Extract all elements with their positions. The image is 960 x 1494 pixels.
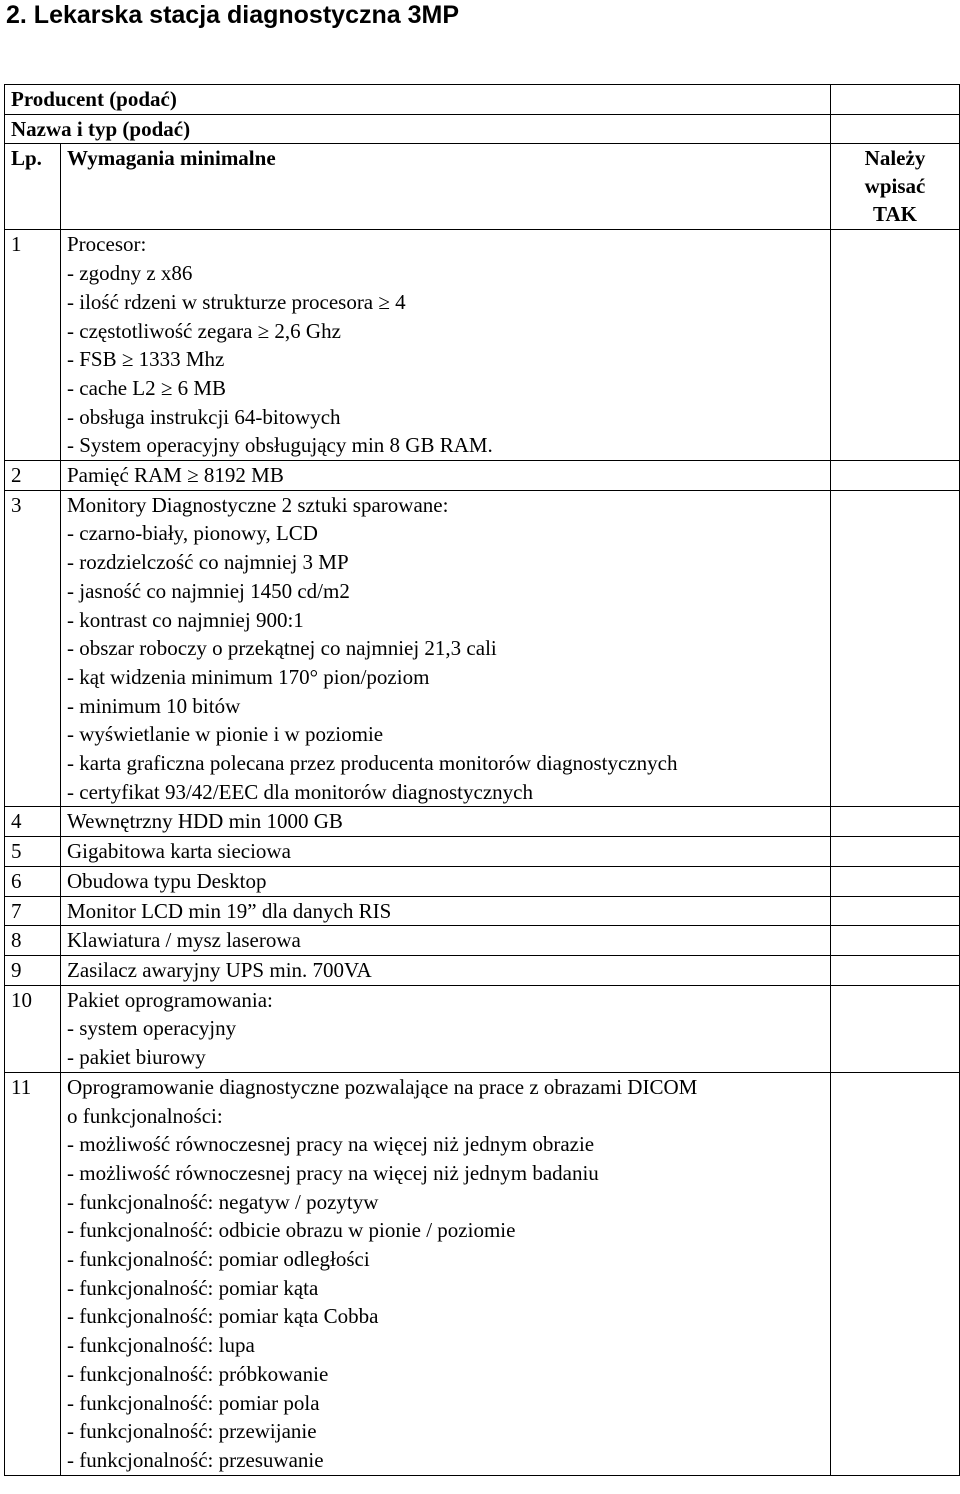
- requirement-line: - funkcjonalność: pomiar kąta Cobba: [67, 1304, 379, 1329]
- section-title: 2. Lekarska stacja diagnostyczna 3MP: [6, 1, 459, 29]
- requirement-line: Pakiet oprogramowania:: [67, 987, 273, 1012]
- table-row: [5, 955, 960, 985]
- requirement-line: - funkcjonalność: przewijanie: [67, 1419, 317, 1444]
- requirement-cell: [61, 985, 831, 1072]
- lp-cell: [5, 807, 61, 837]
- requirement-line: - rozdzielczość co najmniej 3 MP: [67, 550, 349, 575]
- requirement-line: - funkcjonalność: próbkowanie: [67, 1361, 329, 1386]
- requirement-line: - funkcjonalność: pomiar pola: [67, 1390, 320, 1415]
- lp-cell: [5, 1072, 61, 1475]
- table-row: [5, 896, 960, 926]
- requirement-cell: [61, 926, 831, 956]
- requirement-line: Wewnętrzny HDD min 1000 GB: [67, 809, 343, 834]
- lp-header: Lp.: [11, 146, 42, 171]
- requirement-line: Monitory Diagnostyczne 2 sztuki sparowane:: [67, 492, 449, 517]
- tak-header-cell: [831, 144, 960, 230]
- requirement-line: Monitor LCD min 19” dla danych RIS: [67, 898, 392, 923]
- lp-cell: [5, 896, 61, 926]
- requirement-line: - częstotliwość zegara ≥ 2,6 Ghz: [67, 318, 341, 343]
- lp-cell: [5, 985, 61, 1072]
- requirement-line: - możliwość równoczesnej pracy na więcej niż jednym badaniu: [67, 1160, 599, 1185]
- tak-entry-cell[interactable]: [831, 490, 960, 807]
- table-row: [5, 926, 960, 956]
- requirement-line: Obudowa typu Desktop: [67, 868, 267, 893]
- row-number: 5: [11, 839, 22, 864]
- lp-cell: [5, 866, 61, 896]
- requirement-cell: [61, 490, 831, 807]
- tak-entry-cell[interactable]: [831, 837, 960, 867]
- requirement-line: - obsługa instrukcji 64-bitowych: [67, 404, 341, 429]
- requirement-line: - System operacyjny obsługujący min 8 GB RAM.: [67, 433, 493, 458]
- row-number: 9: [11, 957, 22, 982]
- lp-cell: [5, 955, 61, 985]
- requirement-line: Procesor:: [67, 232, 147, 257]
- requirement-cell: [61, 866, 831, 896]
- requirement-line: - czarno-biały, pionowy, LCD: [67, 521, 318, 546]
- name-type-label-cell: [5, 114, 831, 144]
- lp-cell: [5, 926, 61, 956]
- requirement-line: - kontrast co najmniej 900:1: [67, 607, 304, 632]
- requirement-line: - funkcjonalność: negatyw / pozytyw: [67, 1189, 379, 1214]
- requirement-line: - minimum 10 bitów: [67, 693, 241, 718]
- table-row: [5, 866, 960, 896]
- table-row: [5, 490, 960, 807]
- requirement-line: Gigabitowa karta sieciowa: [67, 839, 291, 864]
- requirement-line: - obszar roboczy o przekątnej co najmniej 21,3 cali: [67, 636, 497, 661]
- requirement-line: - możliwość równoczesnej pracy na więcej niż jednym obrazie: [67, 1132, 595, 1157]
- requirement-cell: [61, 230, 831, 461]
- row-number: 8: [11, 928, 22, 953]
- requirement-cell: [61, 807, 831, 837]
- requirement-line: - certyfikat 93/42/EEC dla monitorów diagnostycznych: [67, 779, 533, 804]
- requirement-line: - cache L2 ≥ 6 MB: [67, 375, 227, 400]
- requirement-line: - wyświetlanie w pionie i w poziomie: [67, 722, 384, 747]
- lp-cell: [5, 230, 61, 461]
- requirement-cell: [61, 837, 831, 867]
- row-number: 3: [11, 492, 22, 517]
- producer-row: [5, 85, 960, 115]
- name-type-value-cell[interactable]: [831, 114, 960, 144]
- table-row: [5, 985, 960, 1072]
- tak-entry-cell[interactable]: [831, 985, 960, 1072]
- requirement-line: - karta graficzna polecana przez producenta monitorów diagnostycznych: [67, 751, 678, 776]
- requirement-line: - FSB ≥ 1333 Mhz: [67, 347, 225, 372]
- producer-label-cell: [5, 85, 831, 115]
- requirement-line: - kąt widzenia minimum 170° pion/poziom: [67, 664, 430, 689]
- table-row: [5, 837, 960, 867]
- row-number: 4: [11, 809, 22, 834]
- row-number: 10: [11, 987, 32, 1012]
- lp-cell: [5, 490, 61, 807]
- tak-header-line3: TAK: [873, 202, 917, 227]
- tak-entry-cell[interactable]: [831, 866, 960, 896]
- requirement-cell: [61, 1072, 831, 1475]
- row-number: 7: [11, 898, 22, 923]
- lp-header-cell: [5, 144, 61, 230]
- requirement-line: - ilość rdzeni w strukturze procesora ≥ 4: [67, 289, 406, 314]
- requirement-line: - zgodny z x86: [67, 261, 193, 286]
- requirement-line: Oprogramowanie diagnostyczne pozwalające na prace z obrazami DICOM: [67, 1074, 698, 1099]
- specification-table: [4, 84, 960, 1476]
- tak-entry-cell[interactable]: [831, 461, 960, 491]
- requirement-line: - system operacyjny: [67, 1016, 237, 1041]
- requirement-line: - funkcjonalność: lupa: [67, 1333, 255, 1358]
- lp-cell: [5, 461, 61, 491]
- requirement-line: Pamięć RAM ≥ 8192 MB: [67, 463, 284, 488]
- requirement-cell: [61, 896, 831, 926]
- requirement-line: o funkcjonalności:: [67, 1103, 223, 1128]
- table-row: [5, 461, 960, 491]
- requirement-line: - funkcjonalność: odbicie obrazu w pionie / poziomie: [67, 1218, 516, 1243]
- tak-entry-cell[interactable]: [831, 896, 960, 926]
- requirement-line: - funkcjonalność: przesuwanie: [67, 1447, 324, 1472]
- row-number: 6: [11, 868, 22, 893]
- producer-value-cell[interactable]: [831, 85, 960, 115]
- table-row: [5, 230, 960, 461]
- requirement-line: Zasilacz awaryjny UPS min. 700VA: [67, 957, 372, 982]
- row-number: 1: [11, 232, 22, 257]
- tak-header-line1: Należy: [864, 146, 926, 171]
- tak-entry-cell[interactable]: [831, 955, 960, 985]
- row-number: 2: [11, 463, 22, 488]
- tak-entry-cell[interactable]: [831, 807, 960, 837]
- requirement-line: - jasność co najmniej 1450 cd/m2: [67, 578, 350, 603]
- table-row: [5, 807, 960, 837]
- requirement-line: - funkcjonalność: pomiar odległości: [67, 1247, 370, 1272]
- requirements-header: Wymagania minimalne: [67, 146, 276, 171]
- tak-entry-cell[interactable]: [831, 230, 960, 461]
- requirement-cell: [61, 955, 831, 985]
- requirement-line: - pakiet biurowy: [67, 1045, 206, 1070]
- producer-label: Producent (podać): [11, 87, 177, 111]
- name-type-row: [5, 114, 960, 144]
- row-number: 11: [11, 1074, 32, 1099]
- requirement-line: - funkcjonalność: pomiar kąta: [67, 1275, 319, 1300]
- column-header-row: [5, 144, 960, 230]
- tak-entry-cell[interactable]: [831, 1072, 960, 1475]
- requirement-line: Klawiatura / mysz laserowa: [67, 928, 301, 953]
- requirement-cell: [61, 461, 831, 491]
- tak-header-line2: wpisać: [864, 174, 926, 199]
- tak-entry-cell[interactable]: [831, 926, 960, 956]
- name-type-label: Nazwa i typ (podać): [11, 116, 191, 141]
- requirements-header-cell: [61, 144, 831, 230]
- table-row: [5, 1072, 960, 1475]
- lp-cell: [5, 837, 61, 867]
